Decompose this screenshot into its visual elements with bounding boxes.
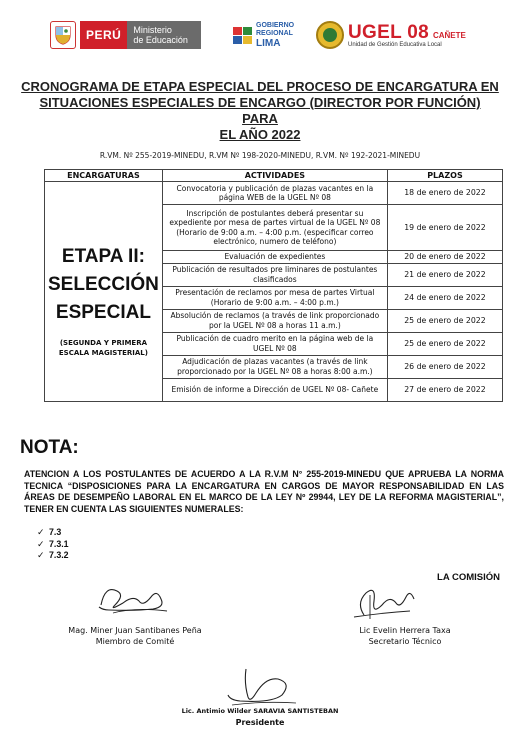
nota-heading: NOTA:	[20, 437, 79, 458]
header-plazos: PLAZOS	[387, 170, 502, 182]
checkmark-icon: ✓	[37, 527, 45, 537]
stage-cell	[45, 182, 163, 402]
ministry-line-1: Ministerio	[133, 25, 172, 35]
nota-text: ATENCION A LOS POSTULANTES DE ACUERDO A LA R.V.M N° 255-2019-MINEDU QUE APRUEBA LA NORMA TECNICA “DISPOSICIONES PARA LA ENCARGATURA EN CARGOS DE MAYOR RESPONSABILIDAD EN LAS ÁREAS DE DESEMPEÑO LABORAL EN EL MARCO DE LA LEY Nº 29944, LEY DE LA REFORMA MAGISTERIAL”, TENER EN CUENTA LAS SIGUIENTES NUMERALES:	[24, 469, 504, 514]
ugel-seal-icon	[316, 21, 344, 49]
numeral-label: 7.3.2	[49, 550, 69, 560]
deadline-cell: 19 de enero de 2022	[387, 205, 502, 251]
checkmark-icon: ✓	[37, 538, 45, 549]
activity-cell: Adjudicación de plazas vacantes (a través de link proporcionado por la UGEL Nº 08 a horas 8:00 a.m.)	[162, 355, 387, 378]
numeral-label: 7.3.1	[49, 538, 69, 549]
ministry-label	[127, 21, 201, 49]
ugel-subtitle: Unidad de Gestión Educativa Local	[348, 42, 442, 48]
signer-name: Mag. Miner Juan Santibanes Peña	[68, 626, 202, 635]
stage-note: (SEGUNDA Y PRIMERA ESCALA MAGISTERIAL)	[58, 339, 148, 357]
coat-of-arms-icon	[50, 21, 76, 49]
signer-role: Secretario Técnico	[368, 637, 442, 646]
deadline-cell: 25 de enero de 2022	[387, 309, 502, 332]
regional-emblem-icon	[233, 25, 253, 45]
signature-block-3	[150, 706, 370, 728]
list-item	[37, 527, 69, 539]
table-row	[45, 182, 503, 205]
activity-cell: Publicación de resultados pre liminares de postulantes clasificados	[162, 263, 387, 286]
signature-3-icon	[226, 663, 300, 707]
list-item	[37, 539, 69, 551]
minedu-logo	[50, 21, 201, 49]
signer-role: Miembro de Comité	[95, 637, 175, 646]
deadline-cell: 25 de enero de 2022	[387, 332, 502, 355]
list-item	[37, 550, 69, 562]
ugel-place: CAÑETE	[432, 31, 466, 40]
activity-cell: Absolución de reclamos (a través de link proporcionado por la UGEL Nº 08 a horas 11 a.m.)	[162, 309, 387, 332]
stage-line-3: ESPECIAL	[55, 302, 151, 323]
gobierno-regional-lima-logo	[233, 23, 294, 47]
activity-cell: Evaluación de expedientes	[162, 251, 387, 264]
signature-1-icon	[95, 577, 175, 621]
stage-line-1: ETAPA II:	[61, 246, 145, 267]
title-line-2: SITUACIONES ESPECIALES DE ENCARGO (DIRECTOR POR FUNCIÓN) PARA	[39, 95, 481, 126]
signer-name: Lic. Antimio Wilder SARAVIA SANTISTEBAN	[181, 707, 339, 715]
lima-line-3: LIMA	[256, 37, 281, 49]
activity-cell: Emisión de informe a Dirección de UGEL Nº 08- Cañete	[162, 378, 387, 401]
lima-line-1: GOBIERNO	[256, 21, 295, 29]
commission-label: LA COMISIÓN	[437, 572, 500, 583]
schedule-table	[44, 169, 503, 402]
table-header-row	[45, 170, 503, 182]
signature-2-icon	[350, 583, 420, 625]
ministry-line-2: de Educación	[133, 35, 188, 45]
signature-block-1	[40, 625, 230, 647]
deadline-cell: 27 de enero de 2022	[387, 378, 502, 401]
ugel-logo	[316, 20, 466, 50]
numeral-label: 7.3	[49, 527, 62, 537]
header-encargaturas: ENCARGATURAS	[45, 170, 163, 182]
activity-cell: Inscripción de postulantes deberá presentar su expediente por mesa de partes virtual de la UGEL Nº 08 (Horario de 9:00 a.m. – 4:00 p.m. (especificar correo electrónico, numero de teléfono)	[162, 205, 387, 251]
lima-line-2: REGIONAL	[256, 29, 293, 37]
activity-cell: Convocatoria y publicación de plazas vacantes en la página WEB de la UGEL Nº 08	[162, 182, 387, 205]
deadline-cell: 18 de enero de 2022	[387, 182, 502, 205]
signature-block-2	[310, 625, 500, 647]
deadline-cell: 21 de enero de 2022	[387, 263, 502, 286]
peru-label: PERÚ	[80, 21, 127, 49]
header-actividades: ACTIVIDADES	[162, 170, 387, 182]
numerals-list	[37, 527, 69, 562]
document-title	[20, 79, 500, 143]
signer-role: Presidente	[235, 718, 285, 727]
stage-line-2: SELECCIÓN	[48, 274, 159, 295]
deadline-cell: 26 de enero de 2022	[387, 355, 502, 378]
ugel-name: UGEL 08	[348, 22, 429, 43]
signer-name: Lic Evelin Herrera Taxa	[359, 626, 451, 635]
activity-cell: Publicación de cuadro merito en la página web de la UGEL Nº 08	[162, 332, 387, 355]
checkmark-icon: ✓	[37, 550, 45, 560]
title-line-1: CRONOGRAMA DE ETAPA ESPECIAL DEL PROCESO DE ENCARGATURA EN	[21, 79, 499, 94]
deadline-cell: 20 de enero de 2022	[387, 251, 502, 264]
activity-cell: Presentación de reclamos por mesa de partes Virtual (Horario de 9:00 a.m. – 4:00 p.m.)	[162, 286, 387, 309]
legal-references: R.VM. Nº 255-2019-MINEDU, R.VM Nº 198-2020-MINEDU, R.VM. Nº 192-2021-MINEDU	[99, 151, 421, 160]
title-line-3: EL AÑO 2022	[219, 127, 301, 142]
deadline-cell: 24 de enero de 2022	[387, 286, 502, 309]
